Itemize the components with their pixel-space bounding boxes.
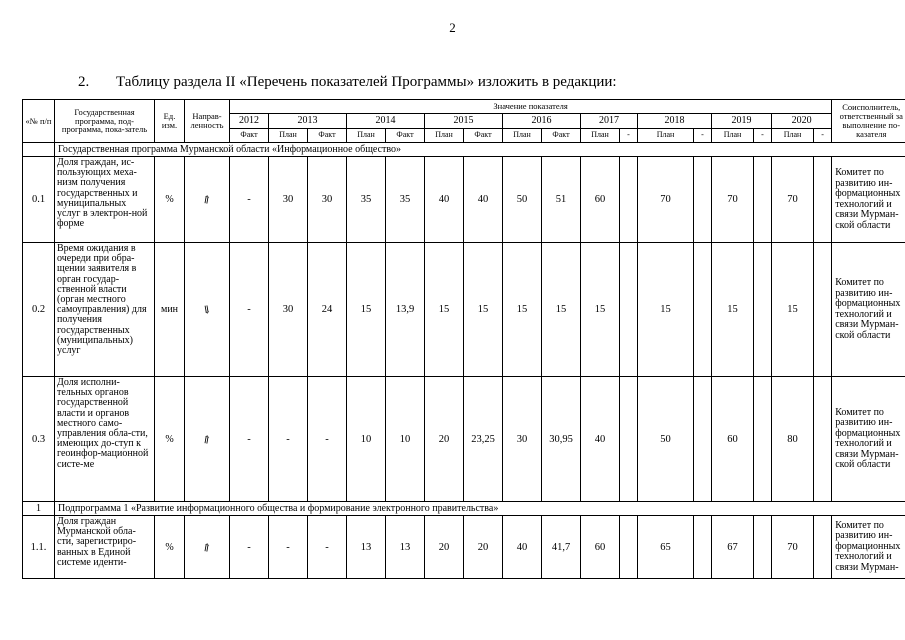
direction — [185, 157, 230, 243]
subprogram-row: Подпрограмма 1 «Развитие информационного общества и формирование электронного правительства» — [55, 502, 905, 516]
subheader-fact: Факт — [230, 129, 269, 143]
value-cell — [754, 377, 772, 502]
subheader-fact: Факт — [308, 129, 347, 143]
subheader-plan: План — [772, 129, 814, 143]
header-name: Государственная программа, под-программа, пока-затель — [55, 100, 155, 143]
year-2020: 2020 — [772, 114, 832, 129]
value-cell: - — [308, 516, 347, 579]
value-cell: 65 — [638, 516, 694, 579]
value-cell: 13 — [386, 516, 425, 579]
value-cell: - — [230, 243, 269, 377]
row-num: 0.1 — [23, 157, 55, 243]
direction — [185, 243, 230, 377]
program-row-num — [23, 143, 55, 157]
value-cell: - — [308, 377, 347, 502]
value-cell — [754, 157, 772, 243]
arrow-down-icon: ⇘ — [199, 302, 214, 318]
indicator-name-text: Время ожидания в очереди при обра-щении заявителя в орган государ-ственной власти (орган местного самоуправления) для получения государственных (муниципальных) услуг — [57, 243, 147, 356]
subheader-fact: Факт — [464, 129, 503, 143]
value-cell: - — [230, 377, 269, 502]
header-direction: Направ-ленность — [185, 100, 230, 143]
value-cell: 70 — [712, 157, 754, 243]
direction — [185, 516, 230, 579]
year-2014: 2014 — [347, 114, 425, 129]
value-cell: 30 — [503, 377, 542, 502]
value-cell: 15 — [425, 243, 464, 377]
value-cell — [620, 157, 638, 243]
value-cell: 80 — [772, 377, 814, 502]
value-cell: 40 — [464, 157, 503, 243]
section-heading — [78, 74, 617, 91]
subheader-plan: План — [425, 129, 464, 143]
value-cell: 50 — [638, 377, 694, 502]
unit: мин — [155, 243, 185, 377]
subheader-fact: Факт — [542, 129, 581, 143]
header-num: «№ п/п — [23, 100, 55, 143]
value-cell: 15 — [581, 243, 620, 377]
year-2012: 2012 — [230, 114, 269, 129]
value-cell: 13,9 — [386, 243, 425, 377]
value-cell: - — [230, 157, 269, 243]
program-row: Государственная программа Мурманской области «Информационное общество» — [55, 143, 905, 157]
indicator-name-text: Доля граждан, ис-пользующих меха-низм получения государственных и муниципальных услуг в электрон-ной форме — [57, 157, 148, 230]
table-row — [23, 157, 905, 243]
value-cell: - — [269, 516, 308, 579]
responsible: Комитет по развитию ин-формационных технологий и связи Мурман-ской области — [832, 157, 905, 243]
value-cell: 15 — [347, 243, 386, 377]
value-cell — [694, 516, 712, 579]
year-2015: 2015 — [425, 114, 503, 129]
subheader-dash: - — [814, 129, 832, 143]
header-responsible: Соисполнитель, ответственный за выполнение по-казателя — [832, 100, 905, 143]
value-cell — [814, 243, 832, 377]
indicator-name-text: Доля граждан Мурманской обла-сти, зарегистриро-ванных в Единой системе иденти- — [57, 517, 137, 568]
value-cell: 20 — [464, 516, 503, 579]
header-unit: Ед. изм. — [155, 100, 185, 143]
row-num: 0.2 — [23, 243, 55, 377]
subheader-plan: План — [638, 129, 694, 143]
subheader-dash: - — [694, 129, 712, 143]
value-cell: - — [230, 516, 269, 579]
year-2013: 2013 — [269, 114, 347, 129]
value-cell: 15 — [772, 243, 814, 377]
direction — [185, 377, 230, 502]
arrow-up-icon: ⇗ — [200, 192, 215, 208]
value-cell: 70 — [772, 516, 814, 579]
row-num: 0.3 — [23, 377, 55, 502]
subheader-plan: План — [503, 129, 542, 143]
value-cell: 40 — [425, 157, 464, 243]
value-cell — [694, 377, 712, 502]
value-cell: 30 — [308, 157, 347, 243]
page-number: 2 — [449, 20, 456, 35]
value-cell — [620, 243, 638, 377]
value-cell: 35 — [386, 157, 425, 243]
value-cell: 60 — [581, 157, 620, 243]
value-cell — [814, 157, 832, 243]
arrow-up-icon: ⇗ — [200, 431, 215, 447]
value-cell — [754, 243, 772, 377]
value-cell: 23,25 — [464, 377, 503, 502]
value-cell: 35 — [347, 157, 386, 243]
subprogram-row-num: 1 — [23, 502, 55, 516]
indicator-name — [55, 516, 155, 579]
indicator-name — [55, 377, 155, 502]
value-cell: 70 — [772, 157, 814, 243]
value-cell: 24 — [308, 243, 347, 377]
value-cell: 20 — [425, 516, 464, 579]
indicators-table — [22, 99, 905, 579]
value-cell — [814, 377, 832, 502]
value-cell: 41,7 — [542, 516, 581, 579]
indicator-name — [55, 157, 155, 243]
value-cell: 15 — [464, 243, 503, 377]
header-value-group: Значение показателя — [230, 100, 832, 114]
value-cell: 15 — [712, 243, 754, 377]
value-cell: 10 — [347, 377, 386, 502]
value-cell: 20 — [425, 377, 464, 502]
value-cell — [620, 377, 638, 502]
value-cell — [694, 243, 712, 377]
value-cell: 30 — [269, 157, 308, 243]
subheader-dash: - — [620, 129, 638, 143]
table-row — [23, 516, 905, 579]
responsible: Комитет по развитию ин-формационных технологий и связи Мурман-ской области — [832, 377, 905, 502]
responsible: Комитет по развитию ин-формационных технологий и связи Мурман-ской области — [832, 243, 905, 377]
responsible: Комитет по развитию ин-формационных технологий и связи Мурман- — [832, 516, 905, 579]
subheader-dash: - — [754, 129, 772, 143]
unit: % — [155, 516, 185, 579]
value-cell — [814, 516, 832, 579]
subheader-plan: План — [347, 129, 386, 143]
heading-number: 2. — [78, 74, 90, 90]
year-2019: 2019 — [712, 114, 772, 129]
year-2018: 2018 — [638, 114, 712, 129]
row-num: 1.1. — [23, 516, 55, 579]
value-cell: 40 — [503, 516, 542, 579]
unit: % — [155, 377, 185, 502]
value-cell: 10 — [386, 377, 425, 502]
subheader-fact: Факт — [386, 129, 425, 143]
indicator-name — [55, 243, 155, 377]
value-cell: 30,95 — [542, 377, 581, 502]
value-cell — [620, 516, 638, 579]
value-cell: 30 — [269, 243, 308, 377]
value-cell: 13 — [347, 516, 386, 579]
indicator-name-text: Доля исполни-тельных органов государственной власти и органов местного само-управления обла-сти, имеющих до-ступ к геоинфор-мационной систе-ме — [57, 377, 149, 470]
value-cell: 15 — [638, 243, 694, 377]
subheader-plan: План — [581, 129, 620, 143]
value-cell: 51 — [542, 157, 581, 243]
table-row — [23, 243, 905, 377]
value-cell: 60 — [581, 516, 620, 579]
value-cell: - — [269, 377, 308, 502]
heading-text: Таблицу раздела II «Перечень показателей Программы» изложить в редакции: — [116, 74, 617, 90]
value-cell: 50 — [503, 157, 542, 243]
value-cell: 60 — [712, 377, 754, 502]
value-cell: 15 — [503, 243, 542, 377]
subheader-plan: План — [269, 129, 308, 143]
value-cell: 67 — [712, 516, 754, 579]
value-cell: 40 — [581, 377, 620, 502]
value-cell — [694, 157, 712, 243]
year-2017: 2017 — [581, 114, 638, 129]
value-cell — [754, 516, 772, 579]
value-cell: 70 — [638, 157, 694, 243]
value-cell: 15 — [542, 243, 581, 377]
table-row — [23, 377, 905, 502]
unit: % — [155, 157, 185, 243]
subheader-plan: План — [712, 129, 754, 143]
arrow-up-icon: ⇗ — [200, 539, 215, 555]
year-2016: 2016 — [503, 114, 581, 129]
